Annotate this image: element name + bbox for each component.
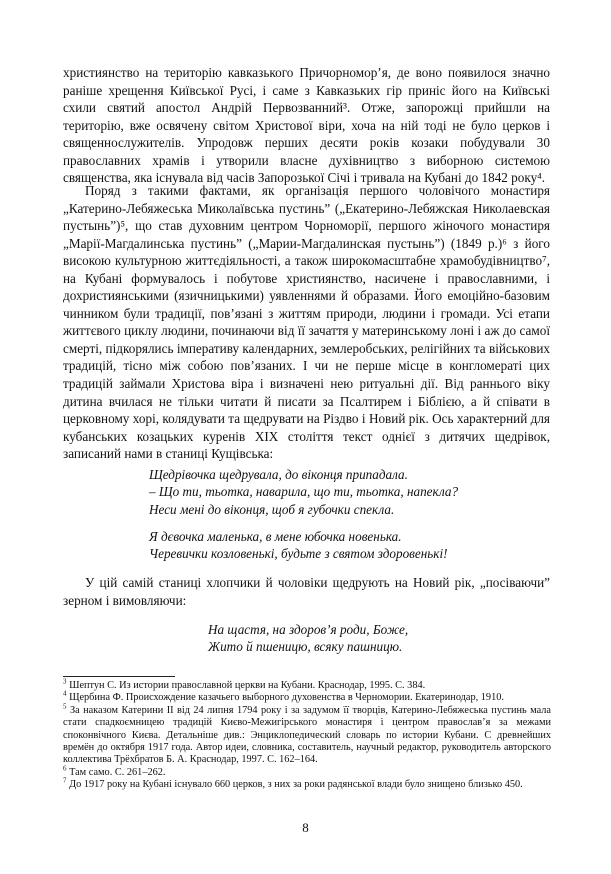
footnote — [63, 776, 551, 791]
footnote — [63, 689, 551, 704]
footnotes — [63, 677, 552, 792]
footnote-text: До 1917 року на Кубані існувало 660 церков, з них за роки радянської влади було знищено близько 450. — [69, 779, 523, 791]
footnote-number: 4 — [63, 689, 67, 698]
footnote-text: За наказом Катерини II від 24 липня 1794 року і за задумом її творців, Катерино-Лебяжеська пустинь мала стати спадкоємницею традицій Києво-Межигірського монастиря і центром православ’я за межами споконвічного Києва. Детальніше див.: Энциклопедический словарь по истории Кубани. С древнейших времён до октября 1917 года. Автор идеи, словника, составитель, научный редактор, руководитель авторского коллектива Трёхбратов Б. А. Краснодар, 1997. С. 162–164. — [63, 704, 552, 766]
footnote-separator — [63, 676, 175, 677]
footnote — [63, 702, 552, 767]
footnote-number: 3 — [63, 677, 67, 686]
poem-stanza-1 — [149, 466, 458, 518]
footnote-number: 7 — [63, 776, 67, 785]
footnote-text: Там само. С. 261–262. — [69, 766, 166, 778]
poem-line: – Що ти, тьотка, наварила, що ти, тьотка, напекла? — [149, 484, 459, 500]
footnote — [63, 677, 551, 692]
poem-line: Черевички козловенькі, будьте з святом здоровенькі! — [149, 546, 448, 562]
footnote-number: 6 — [63, 764, 67, 773]
footnote-text: Щербина Ф. Происхождение казачьего выборного духовенства в Черномории. Екатеринодар, 1910. — [69, 692, 504, 704]
footnote-text: Шептун С. Из истории православной церкви на Кубани. Краснодар, 1995. С. 384. — [69, 680, 426, 691]
poem-line: На щастя, на здоров’я роди, Боже, — [208, 622, 409, 637]
paragraph-2: Поряд з такими фактами, як організація першого чоловічого монастиря „Катерино-Лебяжеська Миколаївська пустинь” („Екатерино-Лебяжская Николаевская пустынь”)⁵, що став духовним центром Чорноморії, першого жіночого монастиря „Марії-Магдалинська пустинь” („Марии-Магдалинская пустынь”) (1849 р.)⁶ з його високою культурною життєдіяльності, а також широкомасштабне храмобудівництво⁷, на Кубані формувалось і побутове християнство, насичене і православними, і дохристиянськими (язичницькими) уявленнями й образами. Його емоційно-базовим чинником були традиції, пов’язані з життям природи, людини і громади. Усі етапи життєвого циклу людини, починаючи від її зачаття у материнському лоні і аж до самої смерті, підкорялись імперативу календарних, землеробських, релігійних та військових традицій, тісно між собою пов’язаних. І чи не перше місце в конгломераті цих традицій займали Христова віра і визначені нею ритуальні дії. Від раннього віку дитина вчилася не тільки читати й писати за Псалтирем і Біблією, а й співати в церковному хорі, колядувати та щедрувати на Різдво і Новий рік. Ось характерний для кубанських козацьких куренів XIX століття текст однієї з дитячих щедрівок, записаний нами в станиці Кущівська: — [63, 183, 550, 462]
paragraph-3: У цій самій станиці хлопчики й чоловіки щедрують на Новий рік, „посіваючи” зерном і вимовляючи: — [63, 575, 550, 608]
footnote — [63, 764, 551, 779]
footnote-number: 5 — [63, 702, 67, 711]
poem-line: Жито й пшеницю, всяку пашницю. — [208, 639, 403, 655]
poem-line: Неси мені до віконця, щоб я губочки спекла. — [149, 501, 395, 517]
poem-line: Я дєвочка маленька, в мене юбочка новенька. — [149, 529, 402, 544]
poem-stanza-2 — [149, 528, 448, 563]
page-number: 8 — [302, 820, 309, 835]
poem-stanza-3 — [208, 621, 408, 656]
poem-line: Щедрівочка щедрувала, до віконця припадала. — [149, 467, 408, 482]
paragraph-1: християнство на територію кавказького Причорномор’я, де воно появилося значно раніше хрещення Київської Русі, і саме з Кавказьких гір приніс його на Київські схили святий апостол Андрій Первозванний³. Отже, запорожці прийшли на територію, вже освячену світом Христової віри, хоча на ній тоді не було церков і священнослужителів. Упродовж перших десяти років козаки побудували 30 православних храмів і утворили власне духівництво з виборною системою священства, яка існувала від часів Запорозької Січі і тривала на Кубані до 1842 року⁴. — [63, 65, 550, 186]
